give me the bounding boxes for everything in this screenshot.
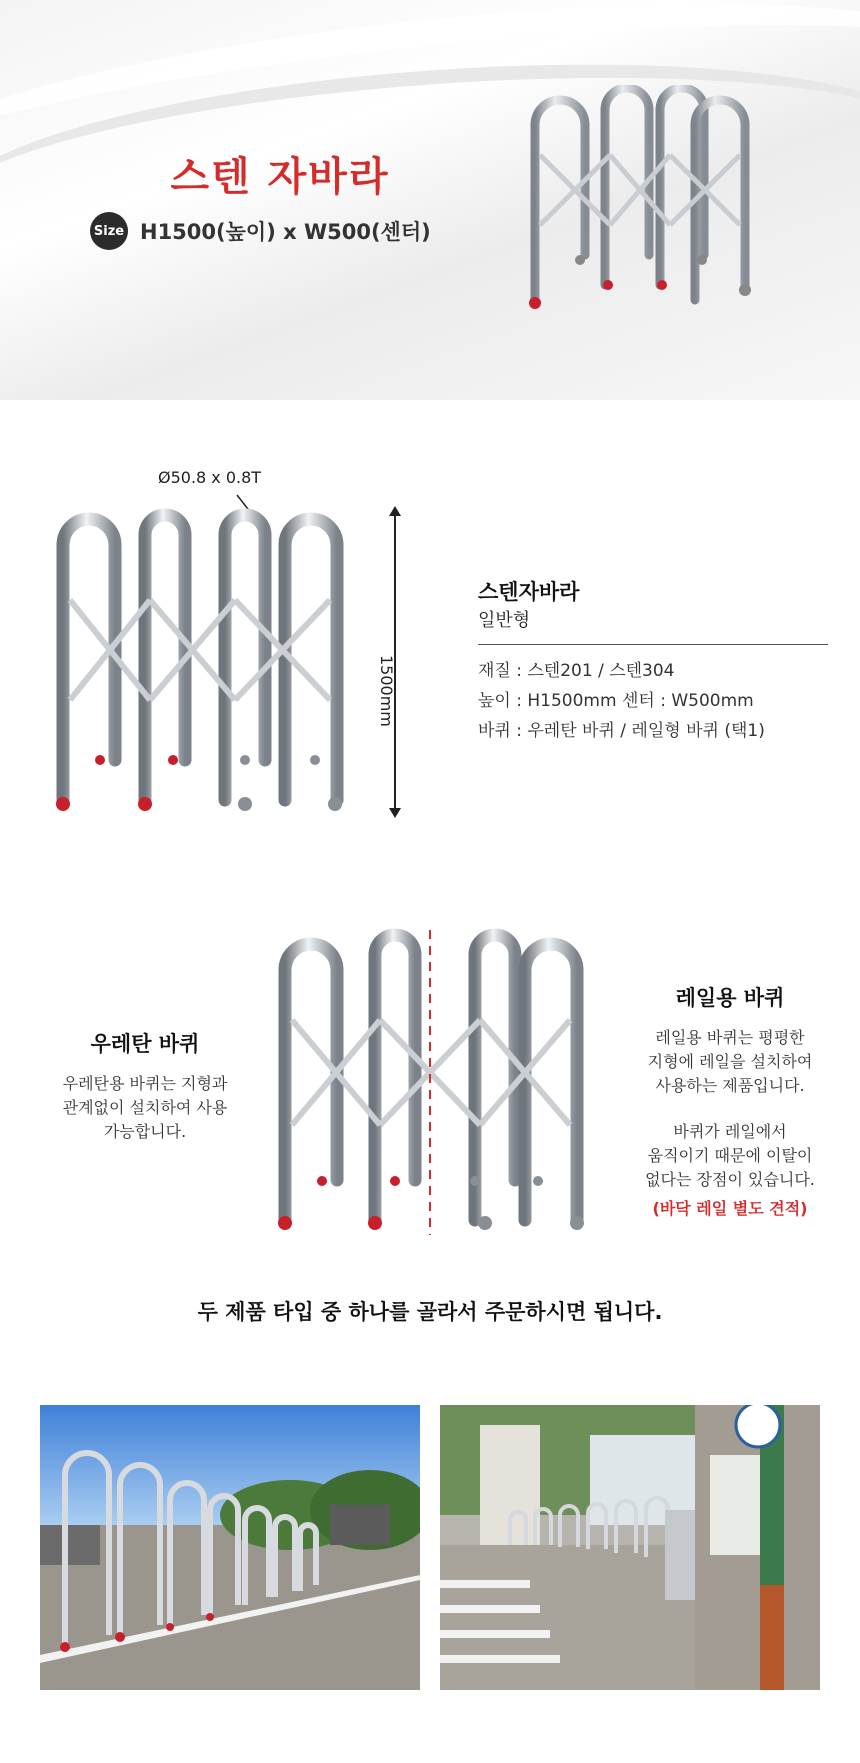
spec-wheel: 바퀴 : 우레탄 바퀴 / 레일형 바퀴 (택1) <box>478 721 765 741</box>
spec-subtitle: 일반형 <box>478 610 531 631</box>
installation-photo-school-gate <box>440 1405 820 1690</box>
height-dimension-label: 1500mm <box>377 655 396 727</box>
spec-height: 높이 : H1500mm 센터 : W500mm <box>478 691 754 711</box>
rail-wheel-line: 레일용 바퀴는 평평한 <box>655 1028 805 1047</box>
spec-divider <box>478 644 828 645</box>
urethane-wheel-line: 가능합니다. <box>103 1122 187 1141</box>
size-text: H1500(높이) x W500(센터) <box>140 220 431 244</box>
hero-product-image <box>520 85 760 315</box>
rail-wheel-spacer <box>610 1098 850 1120</box>
product-title: 스텐 자바라 <box>170 154 390 200</box>
spec-title: 스텐자바라 <box>478 580 580 604</box>
rail-wheel-line: 사용하는 제품입니다. <box>655 1076 805 1095</box>
pipe-spec-label: Ø50.8 x 0.8T <box>158 468 262 487</box>
rail-wheel-title: 레일용 바퀴 <box>675 986 785 1010</box>
rail-wheel-block <box>610 982 850 1219</box>
installation-photo-parking-lot <box>40 1405 420 1690</box>
dimension-product-image <box>45 490 375 820</box>
wheel-comparison-image <box>270 925 600 1240</box>
urethane-wheel-block <box>30 1028 260 1144</box>
urethane-wheel-line: 우레탄용 바퀴는 지형과 <box>62 1074 228 1093</box>
rail-wheel-line: 지형에 레일을 설치하여 <box>647 1052 813 1071</box>
urethane-wheel-line: 관계없이 설치하여 사용 <box>62 1098 228 1117</box>
rail-wheel-line: 움직이기 때문에 이탈이 <box>647 1146 813 1165</box>
rail-estimate-note: (바닥 레일 별도 견적) <box>652 1199 808 1218</box>
rail-wheel-line: 바퀴가 레일에서 <box>673 1122 787 1141</box>
order-note: 두 제품 타입 중 하나를 골라서 주문하시면 됩니다. <box>197 1300 663 1324</box>
spec-material: 재질 : 스텐201 / 스텐304 <box>478 661 675 681</box>
urethane-wheel-title: 우레탄 바퀴 <box>90 1032 200 1056</box>
size-row <box>90 212 431 250</box>
rail-wheel-line: 없다는 장점이 있습니다. <box>645 1170 815 1189</box>
size-badge: Size <box>90 212 128 250</box>
